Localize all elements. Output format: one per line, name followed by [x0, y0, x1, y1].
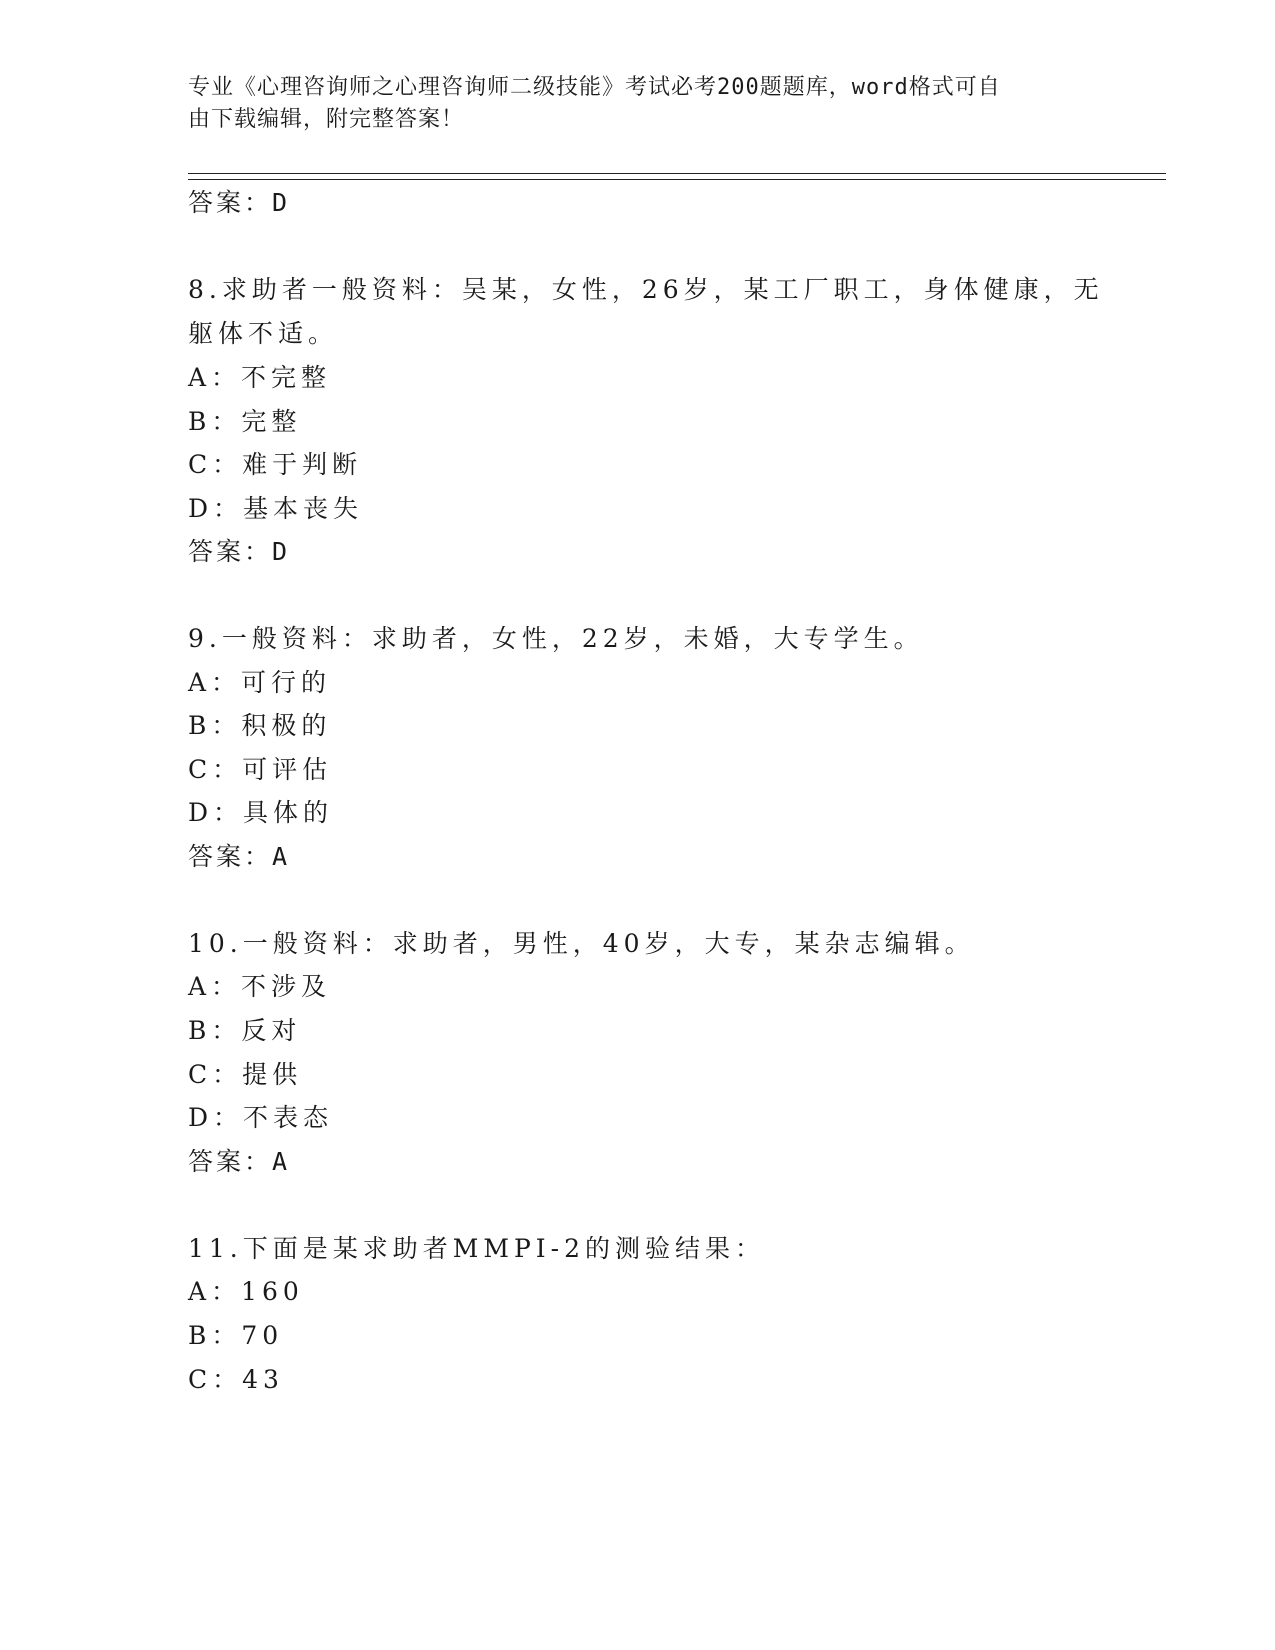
question-10-option-a: A：不涉及	[188, 972, 332, 1001]
answer-q8: 答案：D	[188, 537, 291, 566]
question-9-option-a: A：可行的	[188, 668, 332, 697]
question-9-stem: 9.一般资料：求助者，女性，22岁，未婚，大专学生。	[188, 624, 924, 653]
question-10-option-d: D：不表态	[188, 1103, 334, 1132]
question-10-stem: 10.一般资料：求助者，男性，40岁，大专，某杂志编辑。	[188, 929, 975, 958]
question-8-option-d: D：基本丧失	[188, 494, 364, 523]
question-10-option-c: C：提供	[188, 1060, 303, 1089]
question-8-option-b: B：完整	[188, 407, 302, 436]
question-11-option-b: B：70	[188, 1321, 284, 1350]
question-8-stem-line-1: 8.求助者一般资料：吴某，女性，26岁，某工厂职工，身体健康，无	[188, 275, 1104, 304]
question-11-stem: 11.下面是某求助者MMPI-2的测验结果：	[188, 1234, 766, 1263]
question-9-option-d: D：具体的	[188, 798, 334, 827]
answer-q10: 答案：A	[188, 1147, 291, 1176]
question-11-option-c: C：43	[188, 1365, 284, 1394]
doc-header-line-1: 专业《心理咨询师之心理咨询师二级技能》考试必考200题题库，word格式可自	[188, 75, 1001, 100]
question-9-option-c: C：可评估	[188, 755, 333, 784]
question-11-option-a: A：160	[188, 1277, 304, 1306]
answer-q9: 答案：A	[188, 842, 291, 871]
question-8-option-a: A：不完整	[188, 363, 332, 392]
question-9-option-b: B：积极的	[188, 711, 332, 740]
question-8-option-c: C：难于判断	[188, 450, 363, 479]
question-10-option-b: B：反对	[188, 1016, 302, 1045]
question-8-stem-line-2: 躯体不适。	[188, 319, 339, 348]
header-divider-bottom	[188, 179, 1166, 180]
answer-q7: 答案：D	[188, 188, 291, 217]
doc-header-line-2: 由下载编辑，附完整答案！	[188, 107, 465, 132]
header-divider-top	[188, 173, 1166, 174]
